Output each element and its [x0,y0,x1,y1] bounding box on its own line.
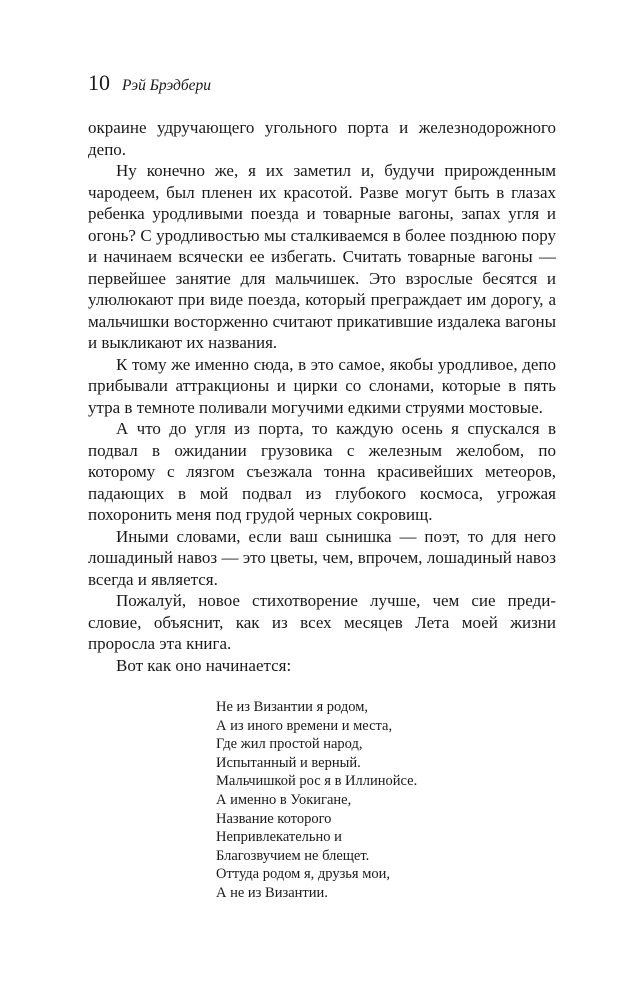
poem-line: А из иного времени и места, [216,717,393,734]
paragraph: окраине удручающего угольного порта и железнодорожного депо. [88,118,556,159]
poem [216,698,556,903]
paragraph: Пожалуй, новое стихотворение лучше, чем сие предисловие, объяснит, как из всех месяцев Лета моей жизни проросла эта книга. [88,591,556,653]
running-head-author: Рэй Брэдбери [122,77,212,94]
paragraph: А что до угля из порта, то каждую осень я спускался в подвал в ожидании грузовика с железным желобом, по которому с лязгом съезжала тонна красивейших метеоров, падающих в мой подвал из глубокого космоса, угрожая похоронить меня под грудой черных сокровищ. [88,419,556,524]
poem-line: Непривлекательно и [216,829,342,846]
paragraph: Ну конечно же, я их заметил и, будучи прирожденным чародеем, был пленен их красотой. Разве могут быть в глазах ребенка уродливыми поезда и товарные вагоны, запах угля и огонь? С уродливостью мы сталкиваемся в более позднюю пору и начинаем всячески ее избегать. Считать товарные вагоны — первейшее занятие для мальчишек. Это взрослые бесятся и улюлюкают при виде поезда, который преграждает им дорогу, а мальчишки восторженно считают прикатившие издалека вагоны и выкликают их названия. [88,161,556,352]
poem-line: Мальчишкой рос я в Иллинойсе. [216,773,418,790]
page-number: 10 [88,70,110,95]
poem-line: А именно в Уокигане, [216,791,352,808]
paragraph: Иными словами, если ваш сынишка — поэт, то для него лошадиный навоз — это цветы, чем, впрочем, лошадиный навоз всегда и является. [88,526,556,589]
poem-line: Где жил простой народ, [216,736,363,753]
paragraph: Вот как оно начинается: [116,655,292,675]
poem-line: Название которого [216,810,332,827]
poem-line: Оттуда родом я, друзья мои, [216,866,391,883]
poem-line: Не из Византии я родом, [216,699,369,715]
body-text [88,117,556,676]
paragraph: К тому же именно сюда, в это самое, якобы уродливое, депо прибывали аттракционы и цирки со слонами, которые в пять утра в темноте поливали могучими едкими струями мостовые. [88,354,556,417]
poem-line: Благозвучием не блещет. [216,847,370,864]
poem-line: А не из Византии. [216,884,328,901]
page-header [88,70,556,99]
poem-line: Испытанный и верный. [216,754,361,771]
book-page [88,70,556,903]
